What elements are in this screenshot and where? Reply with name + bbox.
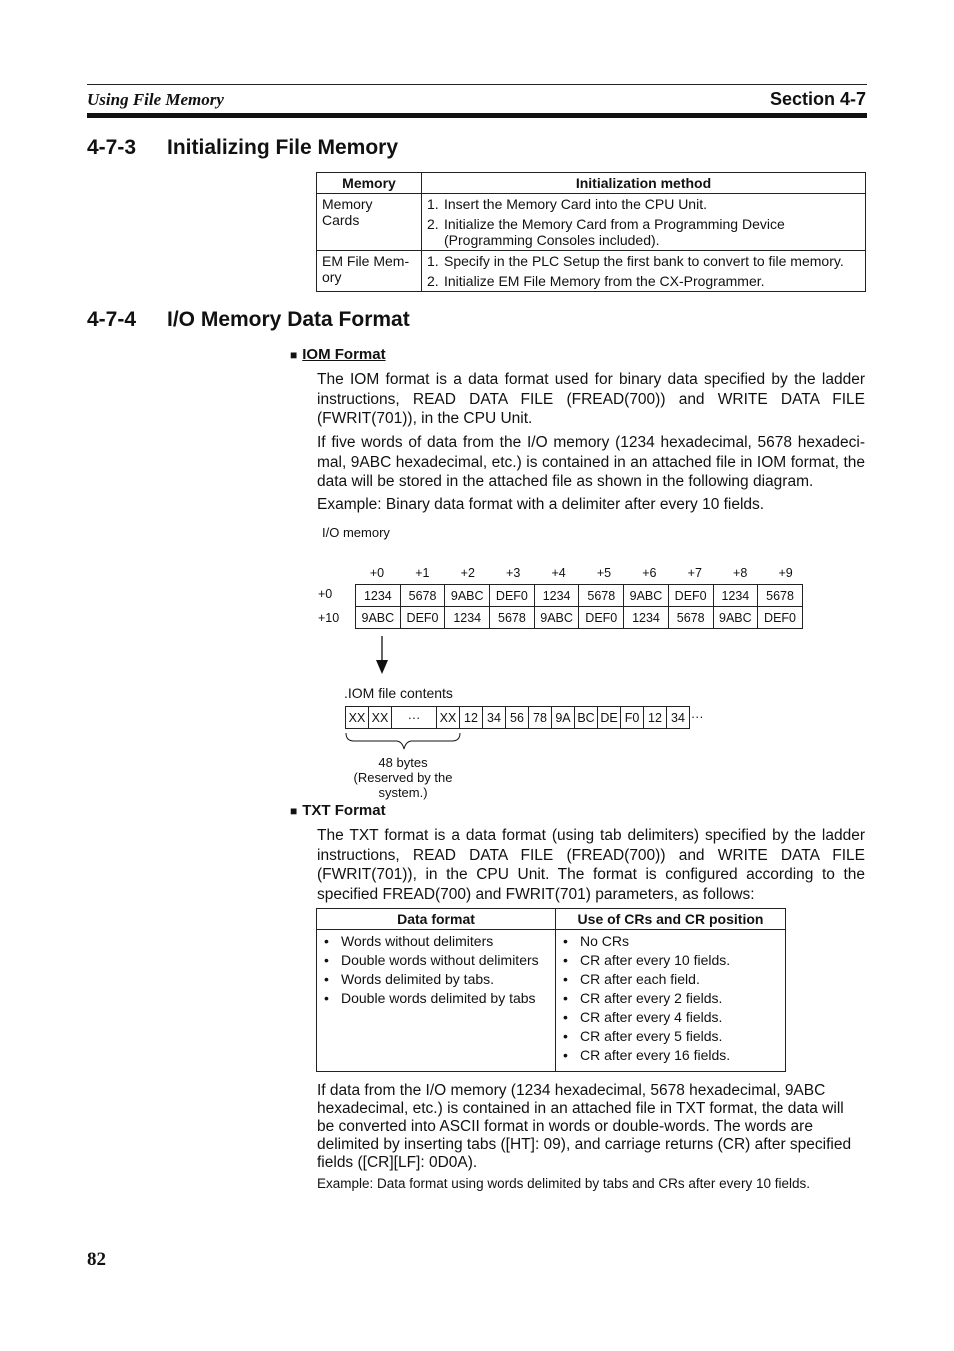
io-memory-label: I/O memory xyxy=(322,525,390,540)
bullet-icon: • xyxy=(563,1028,568,1044)
memory-cell: 1234 xyxy=(445,607,490,629)
column-header: +3 xyxy=(506,566,521,580)
memory-cell: 1234 xyxy=(534,585,579,607)
cr-position-item: • CR after every 10 fields. xyxy=(563,952,731,968)
file-byte-cell: BC xyxy=(575,707,598,729)
file-byte-cell: 9A xyxy=(552,707,575,729)
txt-example-text: Example: Data format using words delimited by tabs and CRs after every 10 fields. xyxy=(317,1176,810,1191)
list-item: 1. Specify in the PLC Setup the first bank to convert to file memory. xyxy=(427,253,844,269)
iom-format-heading: ■ IOM Format xyxy=(290,346,386,363)
file-byte-cell: XX xyxy=(369,707,392,729)
memory-cell: 5678 xyxy=(400,585,445,607)
method-steps xyxy=(427,253,860,289)
column-header: +9 xyxy=(778,566,793,580)
list-item: 2. Initialize EM File Memory from the CX-Programmer. xyxy=(427,273,765,289)
brace-icon xyxy=(344,732,462,752)
row-header: +10 xyxy=(318,611,340,625)
method-steps xyxy=(427,196,860,248)
bullet-icon: • xyxy=(563,990,568,1006)
section-heading-4-7-3 xyxy=(87,136,398,160)
bullet-icon: • xyxy=(563,1047,568,1063)
memory-cell: 9ABC xyxy=(534,607,579,629)
table-header-data-format: Data format xyxy=(317,909,556,930)
column-header: +0 xyxy=(369,566,385,580)
table-row xyxy=(317,251,866,292)
memory-cell: 5678 xyxy=(579,585,624,607)
file-byte-cell: XX xyxy=(437,707,460,729)
memory-cell: 1234 xyxy=(356,585,401,607)
continuation-ellipsis: ··· xyxy=(691,710,704,724)
txt-format-heading: ■ TXT Format xyxy=(290,802,386,819)
bullet-icon: • xyxy=(563,971,568,987)
table-header-cr-position: Use of CRs and CR position xyxy=(556,909,786,930)
column-header: +7 xyxy=(687,566,702,580)
list-item: 1. Insert the Memory Card into the CPU Unit. xyxy=(427,196,707,212)
memory-cell: 9ABC xyxy=(445,585,490,607)
data-format-item: • Words without delimiters xyxy=(324,933,494,949)
running-header-title: Using File Memory xyxy=(87,90,224,109)
memory-cell: EM File Mem- ory xyxy=(317,251,422,292)
method-cell xyxy=(422,251,866,292)
txt-paragraph-2: If data from the I/O memory (1234 hexadecimal, 5678 hexadecimal, 9ABC hexadecimal, etc.) is contained in an attached file in TXT format, the data will be converted into ASCII format in words or double-words. The words are delimited by inserting tabs ([HT]: 09), and carriage returns (CR) after specified fields ([CR][LF]: 0D0A). xyxy=(317,1082,852,1171)
memory-cell: 1234 xyxy=(713,585,758,607)
txt-format-table xyxy=(316,908,786,1072)
memory-cell: Memory Cards xyxy=(317,194,422,251)
column-header: +5 xyxy=(596,566,612,580)
header-bottom-rule xyxy=(87,113,867,118)
file-byte-cell: 34 xyxy=(667,707,690,729)
cr-position-item: • CR after each field. xyxy=(563,971,700,987)
down-arrow-icon xyxy=(370,634,394,676)
data-format-cell xyxy=(317,930,556,1072)
memory-cell: 9ABC xyxy=(356,607,401,629)
cr-position-item: • No CRs xyxy=(563,933,630,949)
iom-example-text: Example: Binary data format with a delimiter after every 10 fields. xyxy=(317,496,765,513)
list-item: 2. Initialize the Memory Card from a Programming Device (Programming Consoles included). xyxy=(427,216,785,248)
memory-cell: 1234 xyxy=(624,607,669,629)
running-header-section: Section 4-7 xyxy=(769,89,866,109)
table-row xyxy=(317,930,786,1072)
file-byte-cell: 12 xyxy=(644,707,667,729)
iom-paragraph-2: If five words of data from the I/O memory (1234 hexadecimal, 5678 hexadeci-mal, 9ABC hexadecimal, etc.) is contained in an attached file in IOM format, the data will be stored in the attached file as shown in the following diagram. xyxy=(317,434,865,490)
section-title: I/O Memory Data Format xyxy=(167,308,410,331)
memory-cell: DEF0 xyxy=(400,607,445,629)
bullet-icon: • xyxy=(563,933,568,949)
file-byte-cell: 34 xyxy=(483,707,506,729)
brace-caption: 48 bytes (Reserved by the system.) xyxy=(353,755,453,800)
grid-row xyxy=(356,607,803,629)
bullet-icon: • xyxy=(324,952,329,968)
bullet-icon: • xyxy=(324,990,329,1006)
cr-position-cell xyxy=(556,930,786,1072)
cr-position-item: • CR after every 2 fields. xyxy=(563,990,723,1006)
table-header-method: Initialization method xyxy=(422,173,866,194)
initialization-table xyxy=(316,172,866,292)
method-cell xyxy=(422,194,866,251)
column-header: +1 xyxy=(415,566,430,580)
data-format-item: • Double words delimited by tabs xyxy=(324,990,536,1006)
memory-cell: 9ABC xyxy=(713,607,758,629)
memory-cell: 9ABC xyxy=(624,585,669,607)
file-byte-cell: 56 xyxy=(506,707,529,729)
column-header: +2 xyxy=(460,566,475,580)
section-number: 4-7-3 xyxy=(87,136,137,159)
file-byte-cell: 12 xyxy=(460,707,483,729)
iom-file-label: .IOM file contents xyxy=(344,685,453,701)
column-header: +8 xyxy=(733,566,748,580)
cr-position-item: • CR after every 4 fields. xyxy=(563,1009,723,1025)
file-byte-cell: DE xyxy=(598,707,621,729)
column-header: +4 xyxy=(551,566,566,580)
section-heading-4-7-4 xyxy=(87,308,410,332)
data-format-item: • Double words without delimiters xyxy=(324,952,539,968)
bullet-icon: • xyxy=(324,971,329,987)
bullet-icon: • xyxy=(563,1009,568,1025)
memory-cell: DEF0 xyxy=(579,607,624,629)
cr-position-item: • CR after every 5 fields. xyxy=(563,1028,723,1044)
data-format-item: • Words delimited by tabs. xyxy=(324,971,495,987)
header-top-rule xyxy=(87,84,867,85)
memory-cell: DEF0 xyxy=(758,607,803,629)
page-number: 82 xyxy=(87,1249,106,1270)
txt-paragraph-1: The TXT format is a data format (using tab delimiters) specified by the ladder instructions, READ DATA FILE (FREAD(700)) and WRITE DATA FILE (FWRIT(701)), in the CPU Unit. The format is configured according to the specified FREAD(700) and FWRIT(701) parameters, as follows: xyxy=(317,827,865,903)
file-byte-cell: F0 xyxy=(621,707,644,729)
memory-cell: 5678 xyxy=(490,607,535,629)
memory-cell: DEF0 xyxy=(668,585,713,607)
bullet-icon: • xyxy=(563,952,568,968)
iom-paragraph-1: The IOM format is a data format used for binary data specified by the ladder instructions, READ DATA FILE (FREAD(700)) and WRITE DATA FILE (FWRIT(701)), in the CPU Unit. xyxy=(317,371,865,427)
cr-position-item: • CR after every 16 fields. xyxy=(563,1047,731,1063)
file-byte-cell: ··· xyxy=(392,707,437,729)
bullet-icon: • xyxy=(324,933,329,949)
file-byte-cell: 78 xyxy=(529,707,552,729)
square-bullet-icon: ■ xyxy=(290,348,298,362)
section-title: Initializing File Memory xyxy=(167,136,399,159)
section-number: 4-7-4 xyxy=(87,308,137,331)
table-header-memory: Memory xyxy=(317,173,422,194)
io-memory-grid xyxy=(355,584,803,629)
memory-cell: DEF0 xyxy=(490,585,535,607)
table-row xyxy=(317,194,866,251)
memory-cell: 5678 xyxy=(758,585,803,607)
grid-row xyxy=(356,585,803,607)
memory-cell: 5678 xyxy=(668,607,713,629)
iom-file-grid xyxy=(345,706,690,729)
file-byte-cell: XX xyxy=(346,707,369,729)
column-header: +6 xyxy=(642,566,657,580)
row-header: +0 xyxy=(318,587,333,601)
square-bullet-icon: ■ xyxy=(290,804,298,818)
